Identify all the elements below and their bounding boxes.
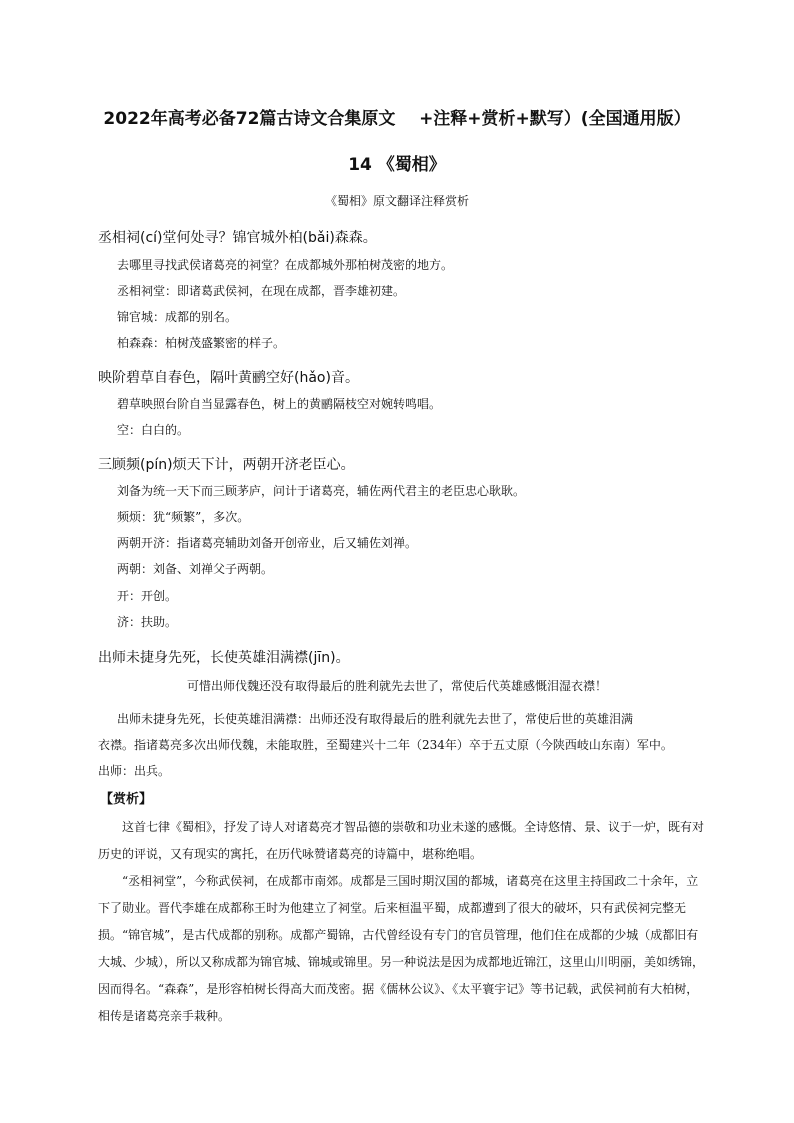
note-translation-1: 去哪里寻找武侯诸葛亮的祠堂？在成都城外那柏树茂密的地方。 — [117, 258, 454, 272]
note-item: 济：扶助。 — [117, 615, 178, 629]
note-item: 两朝：刘备、刘禅父子两朝。 — [117, 562, 274, 576]
verse-line-1: 丞相祠(cí)堂何处寻？锦官城外柏(bǎi)森森。 — [98, 230, 377, 246]
appreciation-paragraph-2: “丞相祠堂”，今称武侯祠，在成都市南郊。成都是三国时期汉国的都城，诸葛亮在这里主持国政二十余年，立下了勋业。晋代李雄在成都称王时为他建立了祠堂。后来桓温平蜀，成都遭到了很大的破坏，只有武侯祠完整无损。“锦官城”，是古代成都的别称。成都产蜀锦，古代曾经设有专门的官员管理，他们住在成都的少城（成都旧有大城、少城），所以又称成都为锦官城、锦城或锦里。另一种说法是因为成都地近锦江，这里山川明丽，美如绣锦，因而得名。“森森”，是形容柏树长得高大而茂密。据《儒林公议》、《太平寰宇记》等书记载，武侯祠前有大柏树，相传是诸葛亮亲手栽种。 — [98, 874, 705, 1023]
note-item: 柏森森：柏树茂盛繁密的样子。 — [117, 336, 286, 350]
appreciation-heading: 【赏析】 — [100, 792, 153, 807]
verse-line-2: 映阶碧草自春色，隔叶黄鹂空好(hǎo)音。 — [98, 370, 359, 386]
note-translation-2: 碧草映照台阶自当显露春色，树上的黄鹂隔枝空对婉转鸣唱。 — [117, 397, 442, 411]
note-item: 开：开创。 — [117, 589, 178, 603]
note-translation-3: 刘备为统一天下而三顾茅庐，问计于诸葛亮，辅佐两代君主的老臣忠心耿耿。 — [117, 484, 526, 498]
note-item: 空：白白的。 — [117, 423, 190, 437]
note-item: 频烦：犹“频繁”，多次。 — [117, 510, 250, 524]
explanation-line: 衣襟。指诸葛亮多次出师伐魏，未能取胜，至蜀建兴十二年（234年）卒于五丈原（今陕西岐山东南）军中。 — [98, 738, 673, 752]
note-item: 丞相祠堂：即诸葛武侯祠，在现在成都，晋李雄初建。 — [117, 284, 406, 298]
note-item: 锦官城：成都的别名。 — [117, 310, 238, 324]
document-subtitle: 《蜀相》原文翻译注释赏析 — [324, 194, 469, 208]
explanation-line: 出师：出兵。 — [98, 764, 171, 778]
poem-title: 14 《蜀相》 — [348, 155, 446, 175]
document-title: 2022年高考必备72篇古诗文合集原文 +注释+赏析+默写）(全国通用版） — [103, 109, 691, 129]
note-translation-4: 可惜出师伐魏还没有取得最后的胜利就先去世了，常使后代英雄感慨泪湿衣襟！ — [186, 679, 607, 693]
appreciation-paragraph-1: 这首七律《蜀相》，抒发了诗人对诸葛亮才智品德的崇敬和功业未遂的感慨。全诗悠情、景、议于一炉，既有对历史的评说，又有现实的寓托，在历代咏赞诸葛亮的诗篇中，堪称绝唱。 — [98, 820, 705, 861]
verse-line-3: 三顾频(pín)烦天下计，两朝开济老臣心。 — [98, 457, 355, 473]
explanation-line: 出师未捷身先死，长使英雄泪满襟：出师还没有取得最后的胜利就先去世了，常使后世的英雄泪满 — [117, 712, 634, 726]
verse-line-4: 出师未捷身先死，长使英雄泪满襟(jīn)。 — [98, 650, 350, 666]
note-item: 两朝开济：指诸葛亮辅助刘备开创帝业，后又辅佐刘禅。 — [117, 536, 418, 550]
